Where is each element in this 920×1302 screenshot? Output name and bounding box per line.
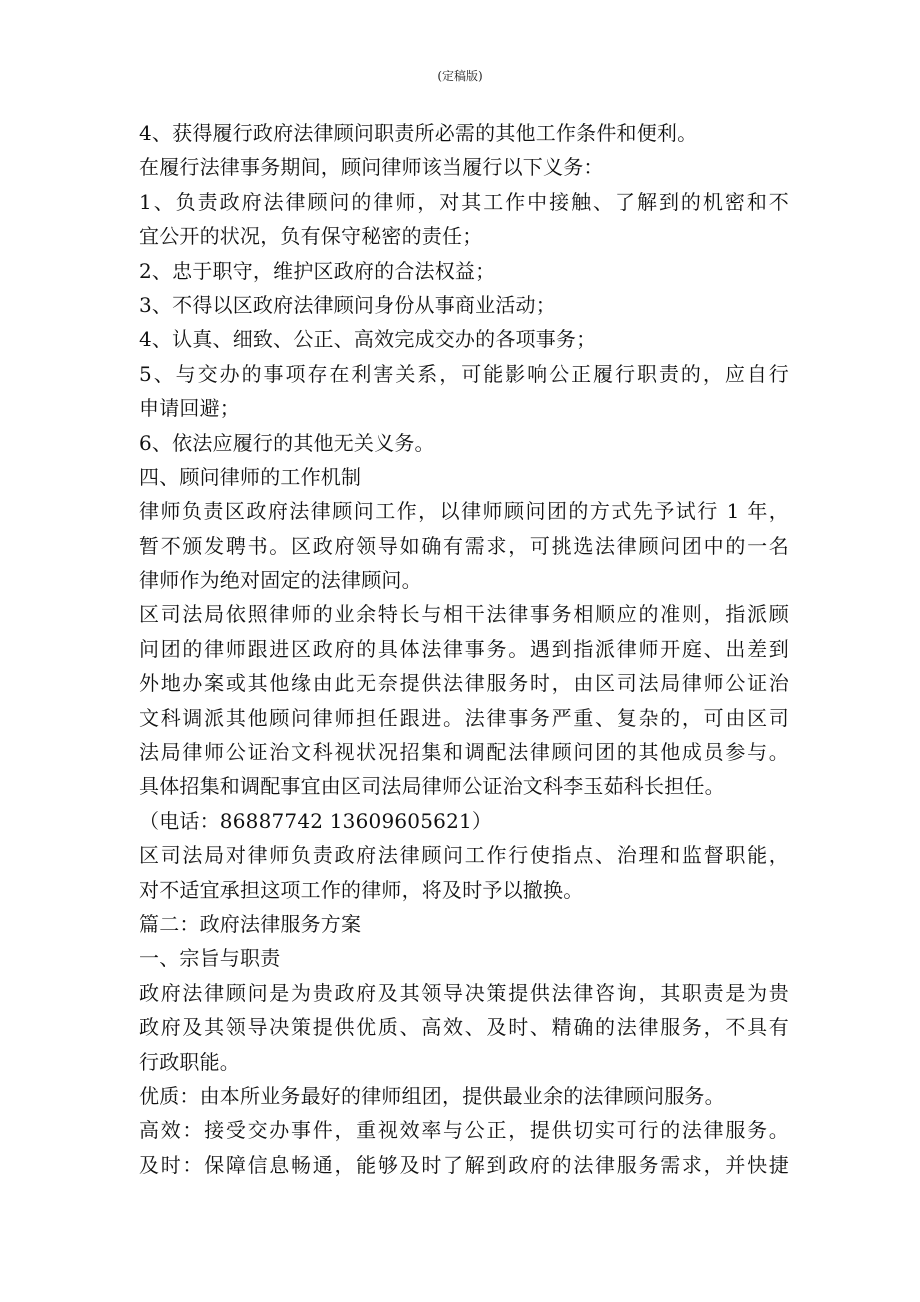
text-line: 2、忠于职守，维护区政府的合法权益； [139,258,496,283]
text-line: 4、认真、细致、公正、高效完成交办的各项事务； [139,327,597,352]
text-line: 行政职能。 [139,1049,240,1074]
text-line: 3、不得以区政府法律顾问身份从事商业活动； [139,292,556,317]
text-line: 宜公开的状况，负有保守秘密的责任； [139,224,483,249]
text-line: 4、获得履行政府法律顾问职责所必需的其他工作条件和便利。 [139,121,698,145]
document-body [139,116,789,1182]
page-header: (定稿版) [437,69,483,83]
phone-line: （电话：86887742 13609605621） [139,808,493,833]
text-line: 政府及其领导决策提供优质、高效、及时、精确的法律服务，不具有 [139,1015,789,1040]
text-line: 暂不颁发聘书。区政府领导如确有需求，可挑选法律顾问团中的一名 [139,533,789,558]
text-line: 区司法局对律师负责政府法律顾问工作行使指点、治理和监督职能， [139,843,789,868]
text-line: 法局律师公证治文科视状况招集和调配法律顾问团的其他成员参与。 [139,740,789,765]
text-line: 律师负责区政府法律顾问工作，以律师顾问团的方式先予试行 1 年， [139,499,789,524]
text-line: 1、负责政府法律顾问的律师，对其工作中接触、了解到的机密和不 [139,189,789,214]
section-heading: 篇二：政府法律服务方案 [139,911,362,936]
text-line: 区司法局依照律师的业余特长与相干法律事务相顺应的准则，指派顾 [139,602,789,627]
text-line: 具体招集和调配事宜由区司法局律师公证治文科李玉茹科长担任。 [139,774,725,799]
section-heading: 一、宗旨与职责 [139,946,281,971]
section-heading: 四、顾问律师的工作机制 [139,464,362,489]
text-line: 及时：保障信息畅通，能够及时了解到政府的法律服务需求，并快捷 [139,1152,789,1177]
text-line: 外地办案或其他缘由此无奈提供法律服务时，由区司法局律师公证治 [139,671,789,696]
text-line: 高效：接受交办事件，重视效率与公正，提供切实可行的法律服务。 [139,1118,789,1143]
text-line: 6、依法应履行的其他无关义务。 [139,430,435,455]
text-line: 对不适宜承担这项工作的律师，将及时予以撤换。 [139,877,584,902]
text-line: 政府法律顾问是为贵政府及其领导决策提供法律咨询，其职责是为贵 [139,980,789,1005]
text-line: 申请回避； [139,396,240,421]
text-line: 在履行法律事务期间，顾问律师该当履行以下义务： [139,155,604,180]
text-line: 优质：由本所业务最好的律师组团，提供最业余的法律顾问服务。 [139,1083,725,1108]
text-line: 律师作为绝对固定的法律顾问。 [139,568,422,593]
text-line: 问团的律师跟进区政府的具体法律事务。遇到指派律师开庭、出差到 [139,636,789,661]
text-line: 文科调派其他顾问律师担任跟进。法律事务严重、复杂的，可由区司 [139,705,789,730]
text-line: 5、与交办的事项存在利害关系，可能影响公正履行职责的，应自行 [139,361,789,386]
